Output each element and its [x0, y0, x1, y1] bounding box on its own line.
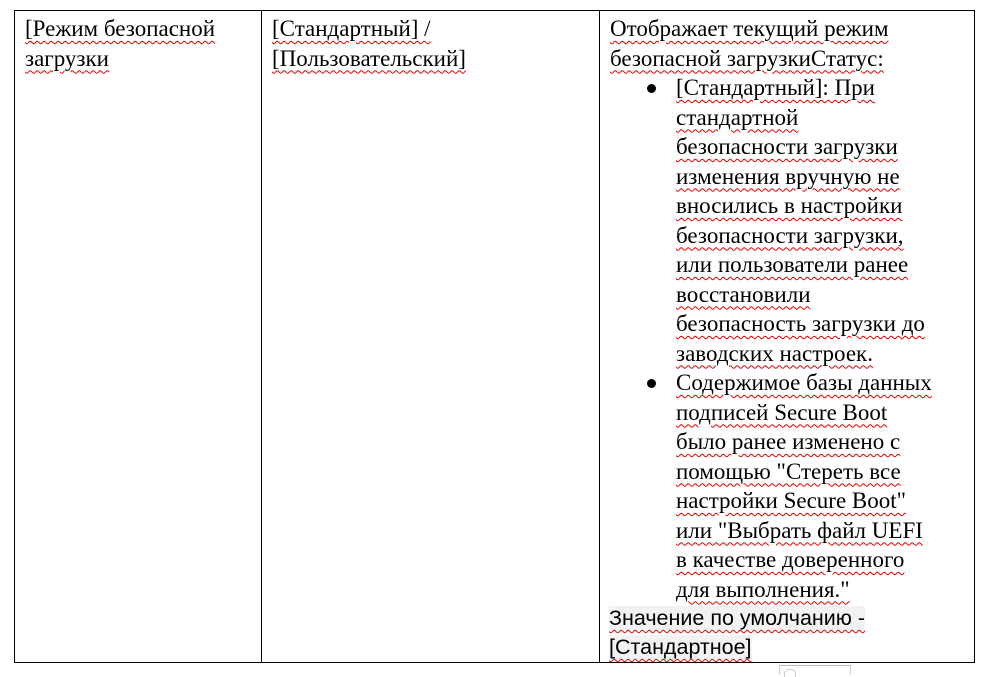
- setting-description-cell: [600, 11, 975, 663]
- bullet-item-secure-boot-db: [676, 368, 964, 604]
- bullet-line: безопасность загрузки до: [676, 311, 925, 336]
- bullet-line: в качестве доверенного: [676, 547, 905, 572]
- setting-values-cell: [262, 11, 600, 663]
- settings-table: [14, 10, 975, 663]
- bullet-line: вносились в настройки: [676, 193, 903, 218]
- bullet-line: восстановили: [676, 281, 811, 307]
- bullet-line: изменения вручную не: [676, 163, 900, 189]
- table-row: [15, 11, 975, 663]
- bullet-line: Содержимое базы данных: [676, 370, 932, 395]
- bullet-line: было ранее изменено с: [676, 429, 901, 454]
- setting-name-cell: [15, 11, 262, 663]
- setting-values-line: [Пользовательский]: [272, 45, 466, 71]
- bullet-line: подписей Secure Boot: [676, 399, 888, 425]
- bullet-line: безопасности загрузки: [676, 134, 898, 159]
- bullet-line: настройки Secure Boot": [676, 488, 907, 513]
- embedded-object-icon: [779, 665, 851, 675]
- default-value-line: [609, 633, 964, 662]
- default-value-text: Значение по умолчанию -: [609, 606, 866, 630]
- bullet-line: стандартной: [676, 104, 799, 130]
- setting-name-line: загрузки: [25, 45, 109, 71]
- bullet-line: помощью "Стереть все: [676, 458, 901, 484]
- bullet-line: или пользователи ранее: [676, 252, 909, 277]
- bullet-line: для выполнения.": [676, 576, 850, 602]
- bullet-item-standard: [676, 73, 964, 368]
- description-intro-line: Отображает текущий режим: [610, 16, 889, 41]
- setting-values-line: [Стандартный] /: [272, 16, 431, 41]
- description-intro-line: безопасной загрузкиСтатус:: [610, 45, 884, 71]
- bullet-line: или "Выбрать файл UEFI: [676, 517, 923, 543]
- bullet-line: [Стандартный]: При: [676, 75, 875, 100]
- bullet-line: заводских настроек.: [676, 340, 873, 366]
- default-value-text: [Стандартное]: [609, 635, 752, 659]
- bullet-line: безопасности загрузки,: [676, 222, 904, 248]
- description-bullet-list: [610, 73, 964, 604]
- setting-name-line: [Режим безопасной: [25, 16, 216, 41]
- default-value-line: [609, 604, 964, 633]
